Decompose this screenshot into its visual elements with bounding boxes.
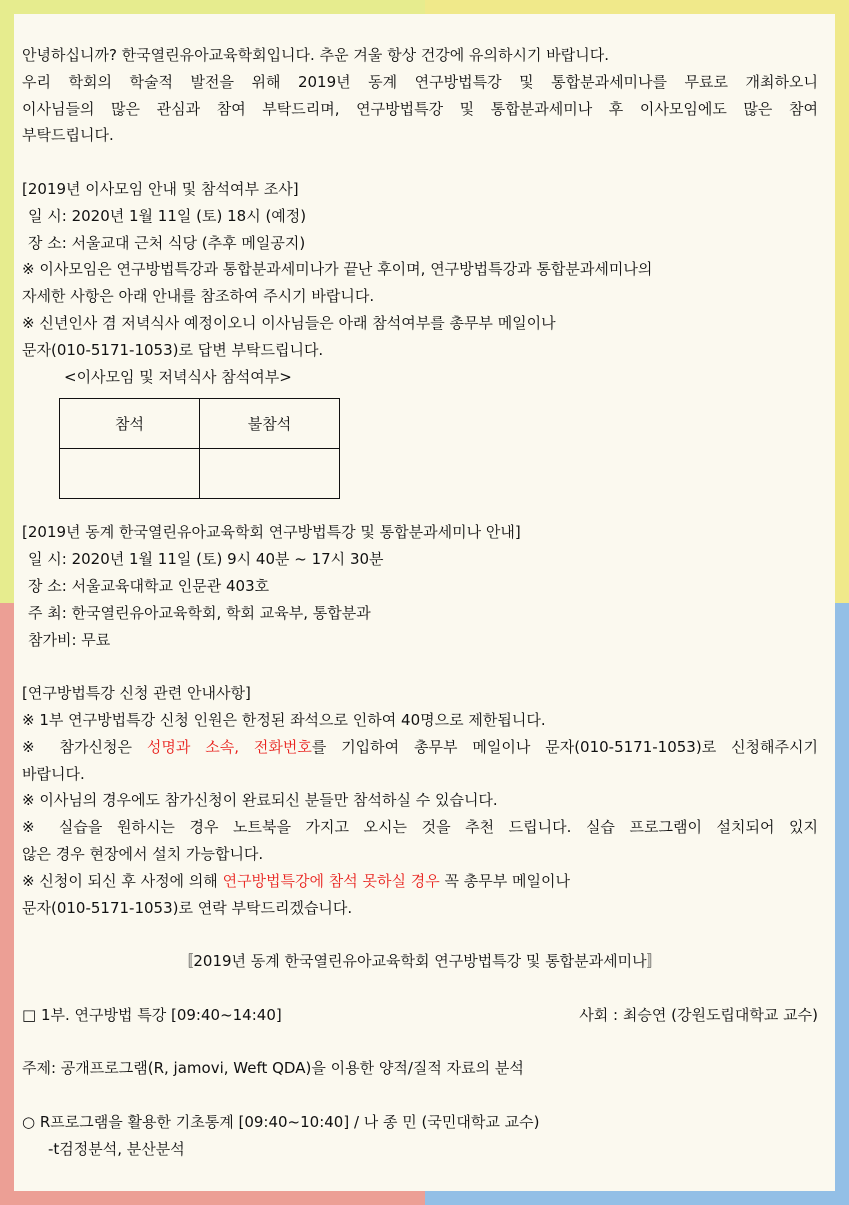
seminar-heading: [2019년 동계 한국열린유아교육학회 연구방법특강 및 통합분과세미나 안내] [22, 523, 521, 542]
apply-heading: [연구방법특강 신청 관련 안내사항] [22, 684, 251, 703]
attendance-table [59, 398, 340, 499]
intro-line-4: 부탁드립니다. [22, 126, 114, 145]
attend-header: 참석 [60, 399, 200, 449]
survey-title: <이사모임 및 저녁식사 참석여부> [64, 367, 292, 386]
program-moderator: 사회 : 최승연 (강원도립대학교 교수) [579, 1005, 818, 1024]
seminar-host: 주 최: 한국열린유아교육학회, 학회 교육부, 통합분과 [28, 603, 371, 622]
apply-note-4b: 않은 경우 현장에서 설치 가능합니다. [22, 844, 264, 863]
program-session-1: ○ R프로그램을 활용한 기초통계 [09:40~10:40] / 나 종 민 (국민대학교 교수) [22, 1112, 540, 1131]
meeting-note-2a: ※ 신년인사 겸 저녁식사 예정이오니 이사님들은 아래 참석여부를 총무부 메일이나 [22, 313, 556, 332]
program-session-1-sub: -t검정분석, 분산분석 [48, 1139, 185, 1158]
apply-note-1: ※ 1부 연구방법특강 신청 인원은 한정된 좌석으로 인하여 40명으로 제한됩니다. [22, 710, 546, 729]
intro-line-2: 우리 학회의 학술적 발전을 위해 2019년 동계 연구방법특강 및 통합분과세미나를 무료로 개최하오니 [22, 72, 818, 91]
program-topic: 주제: 공개프로그램(R, jamovi, Weft QDA)을 이용한 양적/질적 자료의 분석 [22, 1059, 524, 1078]
meeting-note-1a: ※ 이사모임은 연구방법특강과 통합분과세미나가 끝난 후이며, 연구방법특강과 통합분과세미나의 [22, 260, 653, 279]
apply-note-2 [22, 734, 818, 761]
meeting-heading: [2019년 이사모임 안내 및 참석여부 조사] [22, 179, 299, 198]
apply-note-3: ※ 이사님의 경우에도 참가신청이 완료되신 분들만 참석하실 수 있습니다. [22, 791, 498, 810]
program-part1: □ 1부. 연구방법 특강 [09:40~14:40] [22, 1005, 282, 1024]
absent-header: 불참석 [200, 399, 340, 449]
apply-note-5 [22, 868, 818, 895]
intro-line-1: 안녕하십니까? 한국열린유아교육학회입니다. 추운 겨울 항상 건강에 유의하시기 바랍니다. [22, 46, 610, 64]
program-title: 〚2019년 동계 한국열린유아교육학회 연구방법특강 및 통합분과세미나〛 [178, 952, 662, 971]
apply-note-2-cont: 바랍니다. [22, 764, 85, 783]
attend-cell [60, 449, 200, 499]
intro-line-3: 이사님들의 많은 관심과 참여 부탁드리며, 연구방법특강 및 통합분과세미나 후 이사모임에도 많은 참여 [22, 99, 818, 118]
apply-note-5-cont: 문자(010-5171-1053)로 연락 부탁드리겠습니다. [22, 898, 353, 917]
apply-note-2-post: 를 기입하여 총무부 메일이나 문자(010-5171-1053)로 신청해주시기 [311, 737, 819, 756]
apply-note-2-highlight: 성명과 소속, 전화번호 [146, 737, 312, 756]
apply-note-4a: ※ 실습을 원하시는 경우 노트북을 가지고 오시는 것을 추천 드립니다. 실습 프로그램이 설치되어 있지 [22, 818, 818, 837]
meeting-place: 장 소: 서울교대 근처 식당 (추후 메일공지) [28, 233, 306, 252]
meeting-note-2b: 문자(010-5171-1053)로 답변 부탁드립니다. [22, 340, 324, 359]
apply-note-2-pre: ※ 참가신청은 [22, 737, 147, 756]
document-body [22, 42, 818, 1162]
seminar-fee: 참가비: 무료 [28, 630, 111, 649]
seminar-date: 일 시: 2020년 1월 11일 (토) 9시 40분 ~ 17시 30분 [28, 550, 384, 569]
apply-note-5-highlight: 연구방법특강에 참석 못하실 경우 [222, 871, 440, 890]
meeting-note-1b: 자세한 사항은 아래 안내를 참조하여 주시기 바랍니다. [22, 287, 375, 306]
absent-cell [200, 449, 340, 499]
apply-note-5-pre: ※ 신청이 되신 후 사정에 의해 [22, 871, 223, 890]
meeting-date: 일 시: 2020년 1월 11일 (토) 18시 (예정) [28, 206, 307, 225]
seminar-place: 장 소: 서울교육대학교 인문관 403호 [28, 576, 270, 595]
apply-note-5-post: 꼭 총무부 메일이나 [439, 871, 570, 890]
program-part1-row [22, 1002, 818, 1029]
